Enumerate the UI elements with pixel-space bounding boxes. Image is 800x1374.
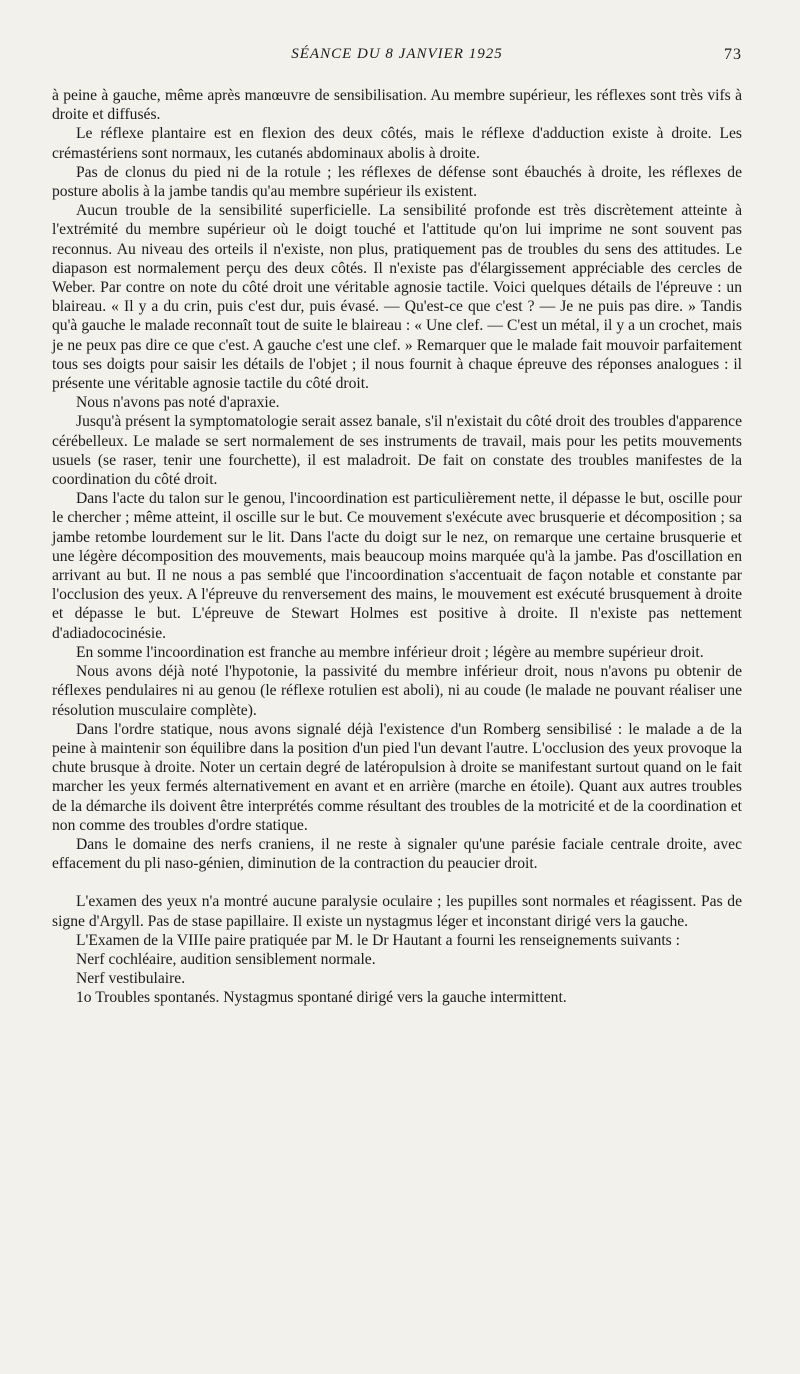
running-title: SÉANCE DU 8 JANVIER 1925 — [291, 46, 503, 62]
paragraph: Nerf vestibulaire. — [76, 970, 186, 988]
paragraph: Aucun trouble de la sensibilité superficielle. La sensibilité profonde est très discrètement atteinte à l'extrémité du membre supérieur où le doigt touché et l'attitude qu'on lui imprime ne sont souvent pas reconnus. Au niveau des orteils il n'existe, non plus, pratiquement pas de troubles du sens des attitudes. Le diapason est normalement perçu des deux côtés. Il n'existe pas d'élargissement appréciable des cercles de Weber. Par contre on note du côté droit une véritable agnosie tactile. Voici quelques détails de l'épreuve : un blaireau. « Il y a du crin, puis c'est dur, puis évasé. — Qu'est-ce que c'est ? — Je ne puis pas dire. » Tandis qu'à gauche le malade reconnaît tout de suite le blaireau : « Une clef. — C'est un métal, il y a un crochet, mais je ne peux pas dire ce que c'est. A gauche c'est une clef. » Remarquer que le malade fait mouvoir parfaitement tous ses doigts pour saisir les détails de l'objet ; il nous fournit à chaque épreuve des réponses analogues : il présente une véritable agnosie tactile du côté droit. — [52, 202, 742, 393]
paragraph: Le réflexe plantaire est en flexion des deux côtés, mais le réflexe d'adduction existe à droite. Les crémastériens sont normaux, les cutanés abdominaux abolis à droite. — [52, 125, 742, 162]
paragraph: Dans l'acte du talon sur le genou, l'incoordination est particulièrement nette, il dépasse le but, oscille pour le chercher ; même atteint, il oscille sur le but. Ce mouvement s'exécute avec brusquerie et décomposition ; sa jambe retombe lourdement sur le lit. Dans l'acte du doigt sur le nez, on remarque une certaine brusquerie et une légère décomposition des mouvements, mais beaucoup moins marquée qu'à la jambe. Pas d'oscillation en arrivant au but. Il ne nous a pas semblé que l'incoordination s'accentuait de façon notable et constante par l'occlusion des yeux. A l'épreuve du renversement des mains, le mouvement est exécuté brusquement à droite et dépasse le but. L'épreuve de Stewart Holmes est positive à droite. Il n'existe pas nettement d'adiadococinésie. — [52, 490, 742, 642]
paragraph: En somme l'incoordination est franche au membre inférieur droit ; légère au membre supérieur droit. — [76, 643, 704, 661]
page-number: 73 — [724, 46, 742, 63]
paragraph: L'Examen de la VIIIe paire pratiquée par M. le Dr Hautant a fourni les renseignements suivants : — [76, 931, 680, 949]
running-head — [52, 46, 742, 72]
paragraph: Pas de clonus du pied ni de la rotule ; les réflexes de défense sont ébauchés à droite, les réflexes de posture abolis à la jambe tandis qu'au membre supérieur ils existent. — [52, 163, 742, 201]
paragraph: à peine à gauche, même après manœuvre de sensibilisation. Au membre supérieur, les réflexes sont très vifs à droite et diffusés. — [52, 87, 742, 124]
paragraph: Jusqu'à présent la symptomatologie serait assez banale, s'il n'existait du côté droit des troubles d'apparence cérébelleux. Le malade se sert normalement de ses instruments de travail, mais pour les petits mouvements usuels (se raser, tenir une fourchette), il est maladroit. De fait on constate des troubles manifestes de la coordination du côté droit. — [52, 413, 742, 489]
paragraph: Nous n'avons pas noté d'apraxie. — [76, 394, 280, 412]
paragraph: Dans le domaine des nerfs craniens, il ne reste à signaler qu'une parésie faciale centrale droite, avec effacement du pli naso-génien, diminution de la contraction du peaucier droit. — [52, 835, 742, 873]
paragraph: Nous avons déjà noté l'hypotonie, la passivité du membre inférieur droit, nous n'avons pu obtenir de réflexes pendulaires ni au genou (le réflexe rotulien est aboli), ni au coude (le malade ne pouvant réaliser une résolution musculaire complète). — [52, 663, 742, 719]
paragraph: Nerf cochléaire, audition sensiblement normale. — [76, 950, 376, 968]
paragraph: L'examen des yeux n'a montré aucune paralysie oculaire ; les pupilles sont normales et réagissent. Pas de signe d'Argyll. Pas de stase papillaire. Il existe un nystagmus léger et inconstant dirigé vers la gauche. — [52, 893, 742, 930]
body-text — [52, 86, 742, 1008]
paragraph: 1o Troubles spontanés. Nystagmus spontané dirigé vers la gauche intermittent. — [76, 989, 567, 1007]
paragraph: Dans l'ordre statique, nous avons signalé déjà l'existence d'un Romberg sensibilisé : le malade a de la peine à maintenir son équilibre dans la position d'un pied l'un devant l'autre. L'occlusion des yeux provoque la chute brusque à droite. Noter un certain degré de latéropulsion à droite se manifestant surtout quand on le fait marcher les yeux fermés alternativement en avant et en arrière (marche en étoile). Quant aux autres troubles de la démarche ils doivent être interprétés comme résultant des troubles de la motricité et de la coordination et non comme des troubles d'ordre statique. — [52, 720, 742, 834]
